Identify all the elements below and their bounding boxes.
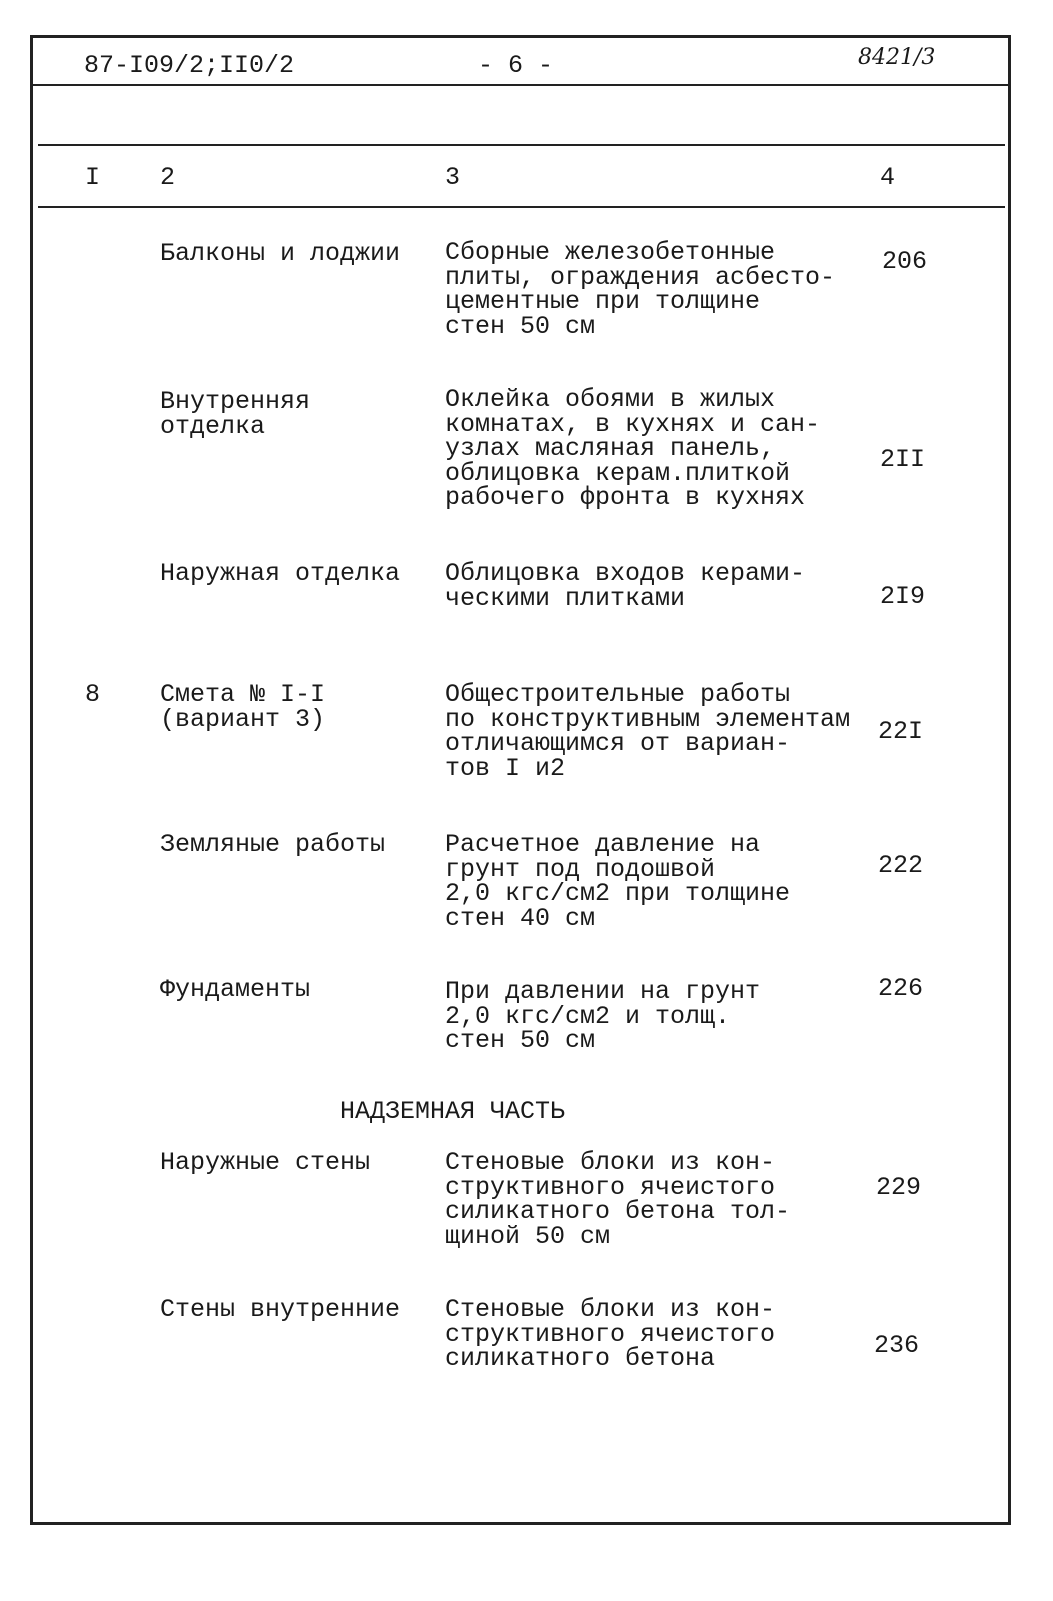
row-name: Фундаменты	[160, 975, 311, 1004]
row-name: Наружные стены	[160, 1148, 371, 1177]
row-name: Внутренняя отделка	[160, 387, 311, 441]
row-desc: Сборные железобетонные плиты, ограждения асбесто- цементные при толщине стен 50 см	[445, 238, 836, 341]
divider	[33, 84, 1008, 86]
row-desc: Общестроительные работы по конструктивным элементам отличающимся от вариан- тов I и2	[445, 680, 851, 783]
row-desc: При давлении на грунт 2,0 кгс/см2 и толщ. стен 50 см	[445, 977, 761, 1055]
row-page: 222	[878, 851, 924, 880]
row-page: 229	[876, 1173, 922, 1202]
row-name: Смета № I-I (вариант 3)	[160, 680, 326, 734]
doc-code: 87-I09/2;II0/2	[84, 51, 295, 80]
row-page: 2II	[880, 445, 926, 474]
row-name: Земляные работы	[160, 830, 386, 859]
row-desc: Облицовка входов керами- ческими плитками	[445, 559, 806, 613]
column-header-1: I	[85, 163, 101, 192]
row-desc: Стеновые блоки из кон- структивного ячеистого силикатного бетона тол- щиной 50 см	[445, 1148, 791, 1251]
section-title: НАДЗЕМНАЯ ЧАСТЬ	[340, 1097, 566, 1126]
row-page: 236	[874, 1331, 920, 1360]
row-name: Балконы и лоджии	[160, 239, 401, 268]
row-page: 2I9	[880, 582, 926, 611]
row-desc: Стеновые блоки из кон- структивного ячеистого силикатного бетона	[445, 1295, 776, 1373]
divider	[38, 206, 1005, 208]
row-name: Наружная отделка	[160, 559, 401, 588]
row-name: Стены внутренние	[160, 1295, 401, 1324]
column-header-2: 2	[160, 163, 176, 192]
row-number: 8	[85, 680, 101, 709]
page-number: - 6 -	[478, 51, 554, 80]
handwritten-number: 8421/3	[858, 45, 936, 70]
row-desc: Оклейка обоями в жилых комнатах, в кухнях и сан- узлах масляная панель, облицовка керам.плиткой рабочего фронта в кухнях	[445, 385, 821, 512]
row-page: 206	[882, 247, 928, 276]
row-page: 22I	[878, 717, 924, 746]
column-header-3: 3	[445, 163, 461, 192]
row-page: 226	[878, 974, 924, 1003]
column-header-4: 4	[880, 163, 896, 192]
row-desc: Расчетное давление на грунт под подошвой 2,0 кгс/см2 при толщине стен 40 см	[445, 830, 791, 933]
divider	[38, 144, 1005, 146]
